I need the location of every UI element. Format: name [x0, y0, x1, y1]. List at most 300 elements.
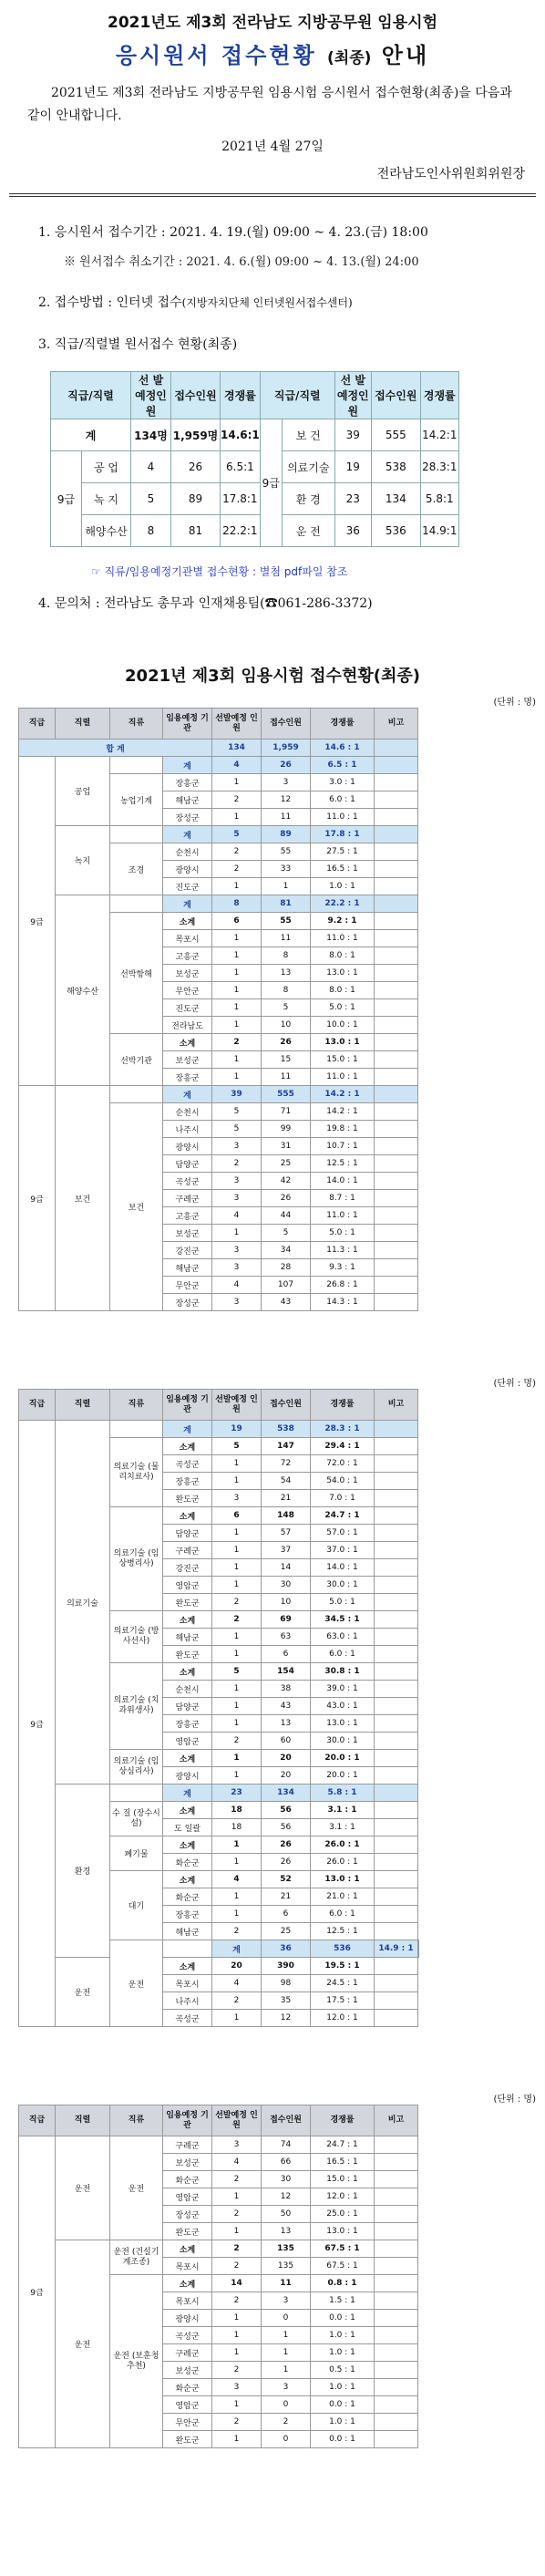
table-cell: 1.0 : 1	[311, 878, 375, 895]
table-cell: 녹지	[56, 826, 110, 895]
table-cell: 17.8 : 1	[311, 826, 375, 843]
table-cell: 소계	[163, 1750, 212, 1767]
table-cell: 장흥군	[163, 1069, 212, 1086]
table-cell: 2	[212, 2206, 262, 2223]
table-cell: 보건	[56, 1086, 110, 1311]
table-cell: 538	[262, 1421, 311, 1438]
table-cell: 13.0 : 1	[311, 1034, 375, 1051]
table-cell	[375, 2292, 418, 2310]
table-cell: 1	[212, 2431, 262, 2448]
table-cell	[375, 1542, 418, 1559]
table-cell: 3.1 : 1	[311, 1802, 375, 1819]
table-cell: 54.0 : 1	[311, 1473, 375, 1490]
table-cell: 운전	[110, 1940, 163, 2027]
table-cell: 강진군	[163, 1559, 212, 1577]
table-cell: 134	[262, 1785, 311, 1802]
table-cell: 29.4 : 1	[311, 1438, 375, 1455]
table-cell	[375, 2188, 418, 2206]
table-cell: 72.0 : 1	[311, 1455, 375, 1473]
table-cell: 3	[212, 1259, 262, 1277]
table-cell: 11.0 : 1	[311, 809, 375, 826]
table-cell: 해남군	[163, 1259, 212, 1277]
table-cell	[375, 1421, 418, 1438]
table-cell: 56	[262, 1819, 311, 1836]
table-cell: 3	[262, 2292, 311, 2310]
table-cell: 광양시	[163, 2310, 212, 2327]
table-cell: 1	[212, 1525, 262, 1542]
table-cell: 5	[212, 1121, 262, 1138]
table-cell	[375, 1225, 418, 1242]
table-cell: 1	[212, 2223, 262, 2240]
table-cell: 154	[262, 1663, 311, 1681]
table-cell	[375, 930, 418, 947]
table-cell	[418, 1940, 419, 1958]
table-cell: 소계	[163, 1507, 212, 1525]
table-cell	[375, 1698, 418, 1715]
table-cell: 장흥군	[163, 774, 212, 791]
header-cell: 직류	[110, 2105, 163, 2136]
table-cell: 계	[163, 895, 212, 913]
table-cell	[375, 2362, 418, 2379]
table-cell	[375, 1819, 418, 1836]
table-cell	[375, 1017, 418, 1034]
table-cell: 곡성군	[163, 1173, 212, 1190]
table-cell: 30.0 : 1	[311, 1733, 375, 1750]
table-cell	[375, 965, 418, 982]
table-cell: 12.0 : 1	[311, 2188, 375, 2206]
table-cell: 50	[262, 2206, 311, 2223]
table-cell: 선박항해	[110, 913, 163, 1034]
table-cell: 폐기물	[110, 1836, 163, 1871]
table-cell	[375, 1525, 418, 1542]
table-cell: 3	[212, 2379, 262, 2396]
issuer: 전라남도인사위원회위원장	[376, 167, 525, 181]
table-cell: 2	[212, 2240, 262, 2258]
table-cell: 16.5 : 1	[311, 2154, 375, 2171]
table-cell: 순천시	[163, 1681, 212, 1698]
table-cell: 의료기술 (임상병리사)	[110, 1507, 163, 1611]
table-cell	[375, 1577, 418, 1594]
status-heading: 3. 직급/직렬별 원서접수 현황(최종)	[38, 337, 238, 352]
table-cell: 1	[212, 930, 262, 947]
table-cell: 67.5 : 1	[311, 2240, 375, 2258]
table-cell: 12	[262, 791, 311, 809]
table-cell: 13.0 : 1	[311, 965, 375, 982]
table-cell: 63	[262, 1629, 311, 1646]
table-cell	[375, 1958, 418, 1975]
table-cell: 4	[212, 757, 262, 774]
table-cell: 9급	[19, 1086, 56, 1311]
table-cell: 장흥군	[163, 1906, 212, 1923]
table-cell	[375, 1663, 418, 1681]
table-cell: 2	[212, 1992, 262, 2010]
table-cell	[110, 1785, 163, 1802]
table-cell: 고흥군	[163, 1207, 212, 1225]
table-cell: 1.5 : 1	[311, 2292, 375, 2310]
table-cell: 26	[262, 1190, 311, 1207]
table-cell: 계	[163, 1086, 212, 1103]
table-cell: 0.0 : 1	[311, 2431, 375, 2448]
table-cell: 진도군	[163, 999, 212, 1017]
table-cell: 진도군	[163, 878, 212, 895]
table-cell	[375, 2310, 418, 2327]
table-cell: 구례군	[163, 1190, 212, 1207]
table-cell: 148	[262, 1507, 311, 1525]
table-cell	[375, 1190, 418, 1207]
table-cell	[375, 1277, 418, 1294]
table-cell: 1	[212, 1069, 262, 1086]
table-cell	[375, 1294, 418, 1311]
header-line: 2021년도 제3회 전라남도 지방공무원 임용시험	[108, 14, 437, 32]
table-cell: 74	[262, 2136, 311, 2154]
table-cell: 운전	[56, 1958, 110, 2027]
table-row	[19, 1421, 419, 1438]
table-cell: 계	[163, 826, 212, 843]
table-cell: 89	[262, 826, 311, 843]
table-cell: 1	[212, 965, 262, 982]
table-cell: 계	[163, 757, 212, 774]
table-cell: 2	[212, 2292, 262, 2310]
table-cell: 1.0 : 1	[311, 2327, 375, 2344]
table-cell: 12.0 : 1	[311, 2010, 375, 2027]
table-cell: 광양시	[163, 861, 212, 878]
header-cell: 직급	[19, 709, 56, 740]
table-cell: 목포시	[163, 2292, 212, 2310]
table-cell: 26.8 : 1	[311, 1277, 375, 1294]
table-cell: 44	[262, 1207, 311, 1225]
table-cell: 10.0 : 1	[311, 1017, 375, 1034]
table-cell: 1	[212, 1577, 262, 1594]
table-cell: 1	[212, 1646, 262, 1663]
table-cell: 2	[212, 1733, 262, 1750]
header-cell: 직류	[110, 709, 163, 740]
table-cell: 37.0 : 1	[311, 1542, 375, 1559]
divider	[9, 193, 536, 197]
attachment-link[interactable]: ☞ 직류/임용예정기관별 접수현황 : 별첨 pdf파일 참조	[91, 565, 348, 578]
table-cell: 20	[262, 1750, 311, 1767]
table-cell: 영암군	[163, 2396, 212, 2414]
table-cell: 의료기술 (치과위생사)	[110, 1663, 163, 1750]
table-cell: 9.3 : 1	[311, 1259, 375, 1277]
table-cell	[110, 1086, 163, 1103]
table-cell	[375, 1034, 418, 1051]
unit-label-2: (단위 : 명)	[493, 1379, 536, 1389]
table-cell: 24.5 : 1	[311, 1975, 375, 1992]
header-cell: 접수인원	[262, 709, 311, 740]
table-cell	[375, 2275, 418, 2292]
table-cell: 14.0 : 1	[311, 1173, 375, 1190]
table-cell: 1	[212, 1225, 262, 1242]
table-cell: 고흥군	[163, 947, 212, 965]
notice-date: 2021년 4월 27일	[221, 140, 324, 154]
table-cell: 1	[212, 2344, 262, 2362]
table-cell: 1	[212, 809, 262, 826]
table-cell: 1	[212, 2188, 262, 2206]
table-cell	[375, 2206, 418, 2223]
table-cell: 20	[212, 1958, 262, 1975]
detail-table-1	[18, 708, 418, 1311]
table-cell: 14	[262, 1559, 311, 1577]
header-cell: 선발예정 인 원	[212, 709, 262, 740]
table-cell: 43	[262, 1294, 311, 1311]
table-cell: 3	[212, 1294, 262, 1311]
table-cell: 43	[262, 1698, 311, 1715]
table-cell: 장흥군	[163, 1473, 212, 1490]
table-cell: 1	[212, 982, 262, 999]
table-cell: 56	[262, 1802, 311, 1819]
header-cell: 임용예정 기 관	[163, 1390, 212, 1421]
table-cell: 11	[262, 930, 311, 947]
table-cell	[375, 774, 418, 791]
table-cell	[375, 1750, 418, 1767]
table-cell: 39	[212, 1086, 262, 1103]
table-cell: 71	[262, 1103, 311, 1121]
table-cell: 11.0 : 1	[311, 1207, 375, 1225]
table-cell: 1	[212, 878, 262, 895]
table-cell: 5	[212, 1663, 262, 1681]
table-cell	[375, 1715, 418, 1733]
table-cell: 환경	[56, 1785, 110, 1958]
table-cell: 24.7 : 1	[311, 1507, 375, 1525]
table-cell: 37	[262, 1542, 311, 1559]
table-cell	[375, 1086, 418, 1103]
table-cell: 2	[212, 2171, 262, 2188]
table-cell	[375, 982, 418, 999]
table-cell: 1	[212, 1473, 262, 1490]
table-cell: 43.0 : 1	[311, 1698, 375, 1715]
cancel-period: ※ 원서접수 취소기간 : 2021. 4. 6.(월) 09:00 ~ 4. 13.(월) 24:00	[64, 255, 419, 269]
table-cell: 60	[262, 1733, 311, 1750]
table-cell: 1	[212, 2010, 262, 2027]
table-cell: 2	[212, 1594, 262, 1611]
table-cell: 12	[262, 2010, 311, 2027]
table-cell: 21	[262, 1888, 311, 1906]
table-cell: 화순군	[163, 2171, 212, 2188]
table-cell: 26	[262, 1836, 311, 1854]
table-cell	[375, 2223, 418, 2240]
header-cell: 선발예정 인 원	[212, 2105, 262, 2136]
table-cell: 소계	[163, 2275, 212, 2292]
table-cell	[375, 1490, 418, 1507]
table-cell: 11	[262, 1069, 311, 1086]
table-cell: 25.0 : 1	[311, 2206, 375, 2223]
table-cell	[375, 1923, 418, 1940]
table-cell	[375, 791, 418, 809]
table-cell	[110, 1421, 163, 1438]
table-cell	[110, 895, 163, 913]
table-cell: 1	[262, 878, 311, 895]
table-cell: 4	[212, 1207, 262, 1225]
table-cell: 소계	[163, 913, 212, 930]
table-cell: 134	[212, 740, 262, 757]
table-cell: 운전	[56, 2136, 110, 2240]
table-cell: 목포시	[163, 930, 212, 947]
intro-paragraph: 2021년도 제3회 전라남도 지방공무원 임용시험 응시원서 접수현황(최종)을 다음과 같이 안내합니다.	[27, 86, 512, 123]
table-cell: 14.6 : 1	[311, 740, 375, 757]
table-cell: 2	[212, 1923, 262, 1940]
table-cell: 8.0 : 1	[311, 982, 375, 999]
table-cell: 무안군	[163, 2414, 212, 2431]
table-cell	[375, 1681, 418, 1698]
table-cell: 1	[212, 1836, 262, 1854]
table-cell: 운전 (보훈청추천)	[110, 2275, 163, 2448]
table-cell: 147	[262, 1438, 311, 1455]
table-cell: 영암군	[163, 1733, 212, 1750]
table-cell: 6.0 : 1	[311, 791, 375, 809]
table-cell: 8	[212, 895, 262, 913]
table-cell: 35	[262, 1992, 311, 2010]
table-cell	[375, 1733, 418, 1750]
table-cell: 1	[212, 1888, 262, 1906]
table-cell: 나주시	[163, 1121, 212, 1138]
table-cell: 무안군	[163, 982, 212, 999]
header-cell: 경쟁률	[311, 709, 375, 740]
table-cell: 수 질 (장수시설)	[110, 1802, 163, 1836]
table-cell: 광양시	[163, 1138, 212, 1155]
table-row	[19, 1086, 418, 1103]
table-cell: 6.0 : 1	[311, 1906, 375, 1923]
table-cell: 57.0 : 1	[311, 1525, 375, 1542]
table-cell	[375, 1138, 418, 1155]
table-cell	[375, 1559, 418, 1577]
table-cell: 5.8 : 1	[311, 1785, 375, 1802]
table-cell: 0.0 : 1	[311, 2396, 375, 2414]
table-cell: 2	[212, 2258, 262, 2275]
table-cell: 담양군	[163, 1698, 212, 1715]
table-cell: 2	[212, 1611, 262, 1629]
table-cell: 완도군	[163, 2223, 212, 2240]
table-cell: 1	[212, 1854, 262, 1871]
table-cell: 구례군	[163, 1542, 212, 1559]
table-cell	[375, 843, 418, 861]
header-cell: 직급	[19, 1390, 56, 1421]
unit-label: (단위 : 명)	[493, 698, 536, 708]
table-cell: 0.5 : 1	[311, 2362, 375, 2379]
table-cell: 소계	[163, 1611, 212, 1629]
table-cell: 34	[262, 1242, 311, 1259]
table-cell: 3	[212, 2136, 262, 2154]
table-cell: 소계	[163, 1836, 212, 1854]
table-cell: 소계	[163, 1663, 212, 1681]
table-cell: 81	[262, 895, 311, 913]
table-cell	[375, 1051, 418, 1069]
table-cell: 보성군	[163, 965, 212, 982]
table-cell: 2	[212, 861, 262, 878]
table-cell: 25	[262, 1155, 311, 1173]
table-cell: 20.0 : 1	[311, 1767, 375, 1785]
table-cell: 보성군	[163, 1051, 212, 1069]
table-cell: 1	[212, 999, 262, 1017]
table-cell	[375, 2396, 418, 2414]
table-cell: 13.0 : 1	[311, 1715, 375, 1733]
table-row	[19, 757, 418, 774]
table-cell: 13.0 : 1	[311, 2223, 375, 2240]
table-cell	[110, 826, 163, 843]
table-cell: 화순군	[163, 1854, 212, 1871]
table-cell	[375, 947, 418, 965]
unit-label-3: (단위 : 명)	[493, 2095, 536, 2105]
table-cell: 55	[262, 913, 311, 930]
table-cell: 1	[212, 1698, 262, 1715]
table-cell: 5.0 : 1	[311, 1594, 375, 1611]
table-cell: 12.5 : 1	[311, 1923, 375, 1940]
table-cell: 담양군	[163, 1525, 212, 1542]
table-cell: 4	[212, 1871, 262, 1888]
table-cell: 대기	[110, 1871, 163, 1940]
table-cell: 구례군	[163, 2136, 212, 2154]
table-cell	[375, 1906, 418, 1923]
table-cell: 30.0 : 1	[311, 1577, 375, 1594]
table-cell: 계	[163, 1785, 212, 1802]
table-cell: 5	[262, 999, 311, 1017]
table-cell: 소계	[163, 1958, 212, 1975]
table-cell: 3	[212, 1138, 262, 1155]
table-cell: 6	[212, 1507, 262, 1525]
table-cell: 23	[212, 1785, 262, 1802]
table-cell: 1	[212, 1629, 262, 1646]
table-cell: 0.0 : 1	[311, 2310, 375, 2327]
table-cell: 15	[262, 1051, 311, 1069]
table-cell: 2	[212, 1034, 262, 1051]
header-cell: 직급	[19, 2105, 56, 2136]
table-cell: 합 계	[19, 740, 212, 757]
table-cell: 27.5 : 1	[311, 843, 375, 861]
table-cell: 13.0 : 1	[311, 1871, 375, 1888]
table-cell: 11	[262, 2275, 311, 2292]
table-cell: 55	[262, 843, 311, 861]
table-cell	[375, 1854, 418, 1871]
table-cell: 6	[262, 1646, 311, 1663]
header-cell: 접수인원	[262, 1390, 311, 1421]
table-cell: 1	[212, 2310, 262, 2327]
table-cell: 1	[212, 1559, 262, 1577]
table-cell	[375, 1173, 418, 1190]
table-cell: 3	[212, 1173, 262, 1190]
table-cell: 13	[262, 2223, 311, 2240]
table-cell: 보건	[110, 1103, 163, 1311]
table-cell: 1	[212, 1906, 262, 1923]
table-cell: 26.0 : 1	[311, 1854, 375, 1871]
table-cell: 운전 (건설기계조종)	[110, 2240, 163, 2275]
table-cell: 1	[212, 947, 262, 965]
table-cell: 38	[262, 1681, 311, 1698]
table-cell: 5.0 : 1	[311, 999, 375, 1017]
table-cell: 2	[212, 2362, 262, 2379]
table-row	[19, 895, 418, 913]
table-cell: 36	[262, 1940, 311, 1958]
table-cell: 소계	[163, 1438, 212, 1455]
table-cell: 5	[262, 1225, 311, 1242]
table-cell: 1	[212, 1750, 262, 1767]
table-cell	[375, 878, 418, 895]
table-cell: 의료기술	[56, 1421, 110, 1785]
table-cell: 21.0 : 1	[311, 1888, 375, 1906]
table-cell: 19.8 : 1	[311, 1121, 375, 1138]
table-cell: 19.5 : 1	[311, 1958, 375, 1975]
table-cell: 보성군	[163, 2154, 212, 2171]
table-cell	[375, 2344, 418, 2362]
table-cell: 공업	[56, 757, 110, 826]
table-cell: 3	[262, 2379, 311, 2396]
table-cell: 6.5 : 1	[311, 757, 375, 774]
table-cell: 0	[262, 2431, 311, 2448]
table-cell: 20	[262, 1767, 311, 1785]
table-cell: 11.0 : 1	[311, 930, 375, 947]
table-cell: 6.0 : 1	[311, 1646, 375, 1663]
table-cell: 1	[212, 774, 262, 791]
table-cell: 26	[262, 1034, 311, 1051]
table-cell: 완도군	[163, 1490, 212, 1507]
